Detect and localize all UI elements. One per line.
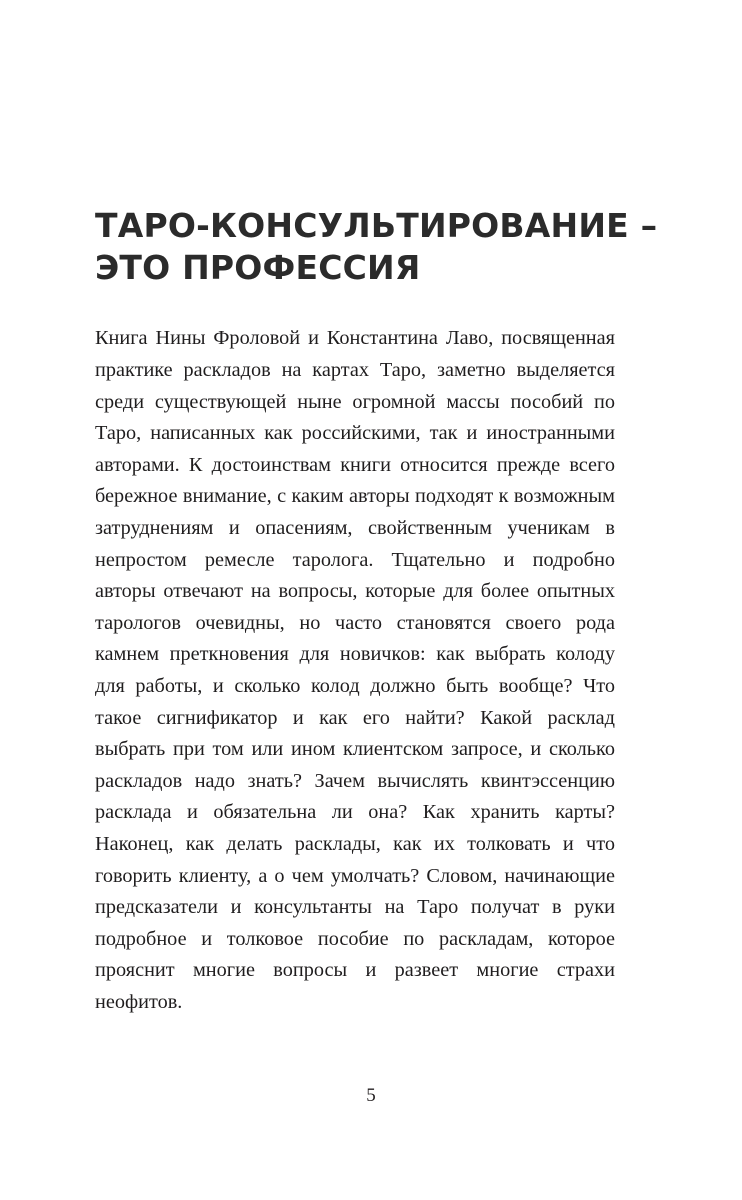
page-title xyxy=(95,205,658,289)
page-content xyxy=(95,205,658,1019)
body-paragraph: Книга Нины Фроловой и Константина Лаво, посвященная практике раскладов на картах Таро, заметно выделяется среди существующей ныне огромной массы пособий по Таро, написанных как российскими, так и иностранными авторами. К достоинствам книги относится прежде всего бережное внимание, с каким авторы подходят к возможным затруднениям и опасениям, свойственным ученикам в непростом ремесле таролога. Тщательно и подробно авторы отвечают на вопросы, которые для более опытных тарологов очевидны, но часто становятся своего рода камнем преткновения для новичков: как выбрать колоду для работы, и сколько колод должно быть вообще? Что такое сигнификатор и как его найти? Какой расклад выбрать при том или ином клиентском запросе, и сколько раскладов надо знать? Зачем вычислять квинтэссенцию расклада и обязательна ли она? Как хранить карты? Наконец, как делать расклады, как их толковать и что говорить клиенту, а о чем умолчать? Словом, начинающие предсказатели и консультанты на Таро получат в руки подробное и толковое пособие по раскладам, которое прояснит многие вопросы и развеет многие страхи неофитов. xyxy=(95,327,615,1013)
page-title-line-1: ТАРО-КОНСУЛЬТИРОВАНИЕ – xyxy=(95,206,658,245)
page-title-line-2: ЭТО ПРОФЕССИЯ xyxy=(95,248,421,288)
page-number: 5 xyxy=(366,1085,376,1106)
